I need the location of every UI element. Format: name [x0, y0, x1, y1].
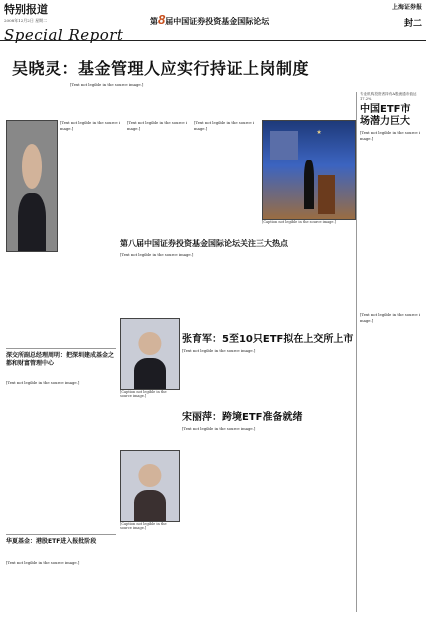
- mid-text: [Text not legible in the source image.]: [120, 252, 194, 257]
- conference-photo: [262, 120, 356, 220]
- paper-name: 上海证券报: [391, 4, 422, 11]
- lead-text: [Text not legible in the source image.]: [70, 82, 144, 87]
- forum-prefix: 第: [150, 17, 158, 26]
- header-right: [392, 2, 422, 29]
- dateline: 2008年12月2日 星期二: [4, 18, 48, 23]
- zhang-photo: [120, 318, 180, 390]
- section-title: 特别报道: [4, 4, 48, 16]
- forum-banner: [150, 12, 269, 27]
- podium: [318, 175, 335, 214]
- zhou-ming-headline: 深交所副总经理周明：把深圳建成基金之都和财富管理中心: [6, 352, 115, 367]
- photo-caption: [Caption not legible in the source image.]: [262, 220, 336, 224]
- speaker-photo: [6, 120, 58, 252]
- song-caption: [Caption not legible in the source image.]: [120, 522, 167, 530]
- mid-headline: 第八届中国证券投资基金国际论坛关注三大热点: [120, 239, 288, 248]
- page-header: [0, 0, 426, 44]
- sidebar-headline: 中国ETF市场潜力巨大: [360, 104, 411, 127]
- forum-logo-icon: ★: [316, 128, 322, 136]
- right-bottom-text: [Text not legible in the source image.]: [360, 312, 421, 323]
- song-photo: [120, 450, 180, 522]
- side-subtitle: 专业机构投资者持有A股流通市值达17.2%: [360, 92, 417, 101]
- page-number: 封二: [403, 18, 422, 28]
- main-headline: 吴晓灵：基金管理人应实行持证上岗制度: [12, 59, 310, 78]
- zhang-caption: [Caption not legible in the source image.]: [120, 390, 167, 398]
- song-headline: 宋丽萍：跨境ETF准备就绪: [182, 412, 303, 423]
- article-column-2: [Text not legible in the source image.]: [127, 120, 188, 131]
- person-body: [18, 193, 46, 252]
- speaker-silhouette: [304, 160, 313, 209]
- zhang-headline: 张育军：5至10只ETF拟在上交所上市: [182, 334, 354, 345]
- person-head: [22, 144, 42, 188]
- chinaamc-headline: 华夏基金：港股ETF进入报批阶段: [6, 538, 97, 545]
- zhang-text: [Text not legible in the source image.]: [182, 348, 256, 353]
- article-column-1: [Text not legible in the source image.]: [60, 120, 121, 131]
- sidebar-text: [Text not legible in the source image.]: [360, 130, 421, 141]
- zhou-ming-text: [Text not legible in the source image.]: [6, 380, 80, 385]
- song-text: [Text not legible in the source image.]: [182, 426, 256, 431]
- forum-title: 届中国证券投资基金国际论坛: [165, 17, 270, 26]
- projection-screen: [270, 131, 298, 160]
- special-report-label: Special Report: [4, 26, 124, 44]
- header-left: [4, 1, 123, 44]
- chinaamc-text: [Text not legible in the source image.]: [6, 560, 80, 565]
- forum-number: 8: [158, 12, 166, 27]
- article-column-3: [Text not legible in the source image.]: [194, 120, 255, 131]
